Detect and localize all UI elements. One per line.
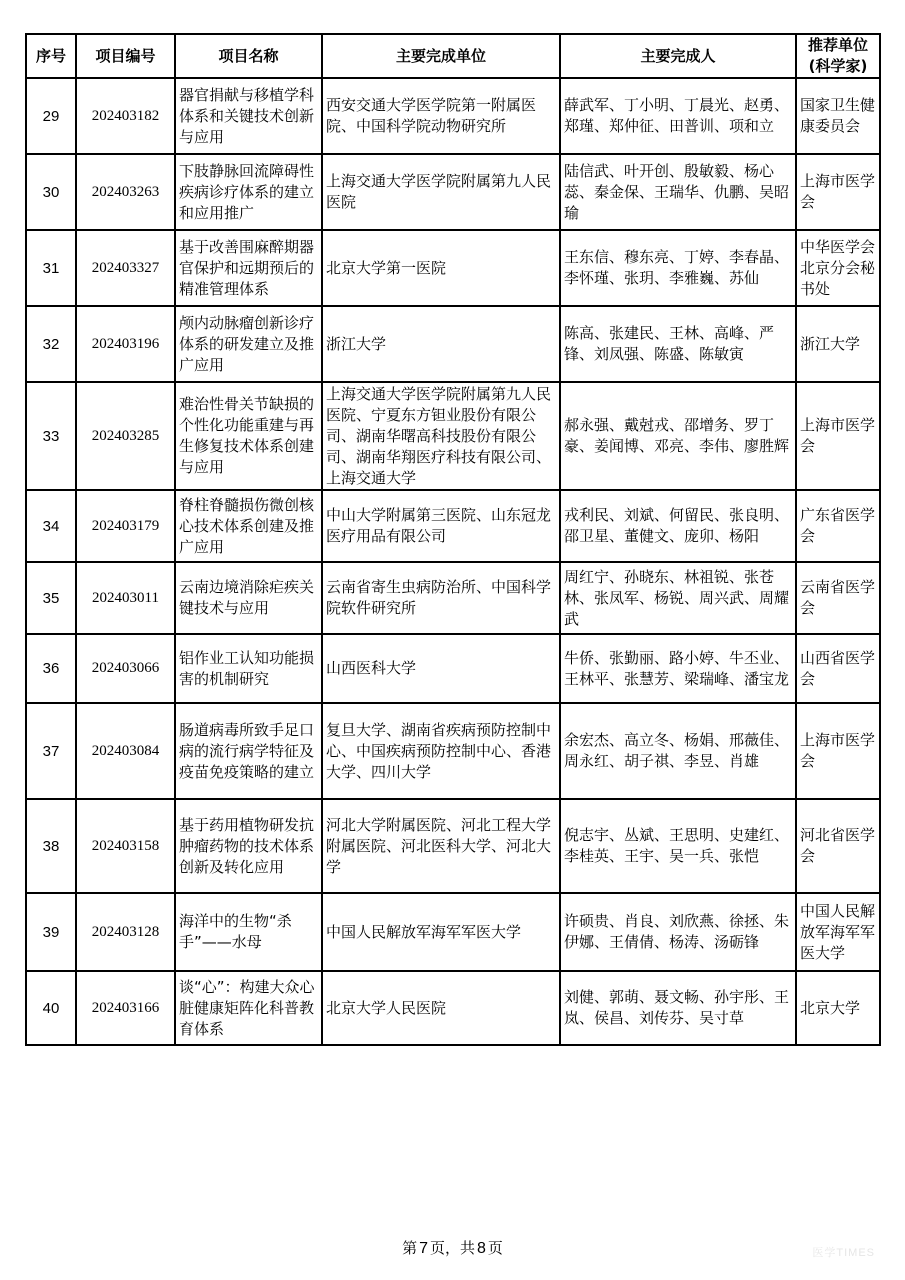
header-no: 序号 [26, 34, 76, 78]
header-recommender [796, 34, 880, 78]
footer-middle: 页，共 [429, 1239, 475, 1257]
completing-people: 周红宁、孙晓东、林祖锐、张苍林、张凤军、杨锐、周兴武、周耀武 [560, 562, 796, 634]
completing-people: 倪志宇、丛斌、王思明、史建红、李桂英、王宇、吴一兵、张恺 [560, 799, 796, 893]
recommending-unit: 中华医学会北京分会秘书处 [796, 230, 880, 306]
completing-unit: 中山大学附属第三医院、山东冠龙医疗用品有限公司 [322, 490, 560, 562]
recommending-unit: 广东省医学会 [796, 490, 880, 562]
project-code: 202403327 [76, 230, 175, 306]
completing-people: 刘健、郭萌、聂文畅、孙宇彤、王岚、侯昌、刘传芬、吴寸草 [560, 971, 796, 1045]
table-row [26, 382, 880, 490]
completing-people: 余宏杰、高立冬、杨娟、邢薇佳、周永红、胡子祺、李昱、肖雄 [560, 703, 796, 799]
project-name: 基于改善围麻醉期器官保护和远期预后的精准管理体系 [175, 230, 322, 306]
project-code: 202403285 [76, 382, 175, 490]
table-row [26, 971, 880, 1045]
recommending-unit: 北京大学 [796, 971, 880, 1045]
project-name: 海洋中的生物“杀手”——水母 [175, 893, 322, 971]
header-name: 项目名称 [175, 34, 322, 78]
project-code: 202403084 [76, 703, 175, 799]
completing-people: 郝永强、戴尅戎、邵增务、罗丁豪、姜闻博、邓亮、李伟、廖胜辉 [560, 382, 796, 490]
project-name: 难治性骨关节缺损的个性化功能重建与再生修复技术体系创建与应用 [175, 382, 322, 490]
row-number: 29 [26, 78, 76, 154]
completing-unit: 北京大学人民医院 [322, 971, 560, 1045]
project-name: 脊柱脊髓损伤微创核心技术体系创建及推广应用 [175, 490, 322, 562]
recommending-unit: 浙江大学 [796, 306, 880, 382]
table-row [26, 306, 880, 382]
recommending-unit: 山西省医学会 [796, 634, 880, 703]
completing-unit: 浙江大学 [322, 306, 560, 382]
completing-unit: 上海交通大学医学院附属第九人民医院 [322, 154, 560, 230]
completing-unit: 山西医科大学 [322, 634, 560, 703]
recommending-unit: 上海市医学会 [796, 703, 880, 799]
project-code: 202403263 [76, 154, 175, 230]
row-number: 33 [26, 382, 76, 490]
project-code: 202403066 [76, 634, 175, 703]
header-recommender-line2: (科学家) [808, 57, 868, 75]
completing-people: 许硕贵、肖良、刘欣燕、徐拯、朱伊娜、王倩倩、杨涛、汤砺锋 [560, 893, 796, 971]
row-number: 36 [26, 634, 76, 703]
total-page-number: 8 [477, 1240, 486, 1257]
completing-unit: 中国人民解放军海军军医大学 [322, 893, 560, 971]
row-number: 38 [26, 799, 76, 893]
recommending-unit: 云南省医学会 [796, 562, 880, 634]
header-people: 主要完成人 [560, 34, 796, 78]
table-row [26, 893, 880, 971]
completing-people: 王东信、穆东亮、丁婷、李春晶、李怀瑾、张玥、李雅巍、苏仙 [560, 230, 796, 306]
row-number: 35 [26, 562, 76, 634]
row-number: 31 [26, 230, 76, 306]
footer-prefix: 第 [402, 1239, 418, 1257]
recommending-unit: 中国人民解放军海军军医大学 [796, 893, 880, 971]
page-footer [0, 1237, 905, 1258]
project-name: 下肢静脉回流障碍性疾病诊疗体系的建立和应用推广 [175, 154, 322, 230]
watermark: 医学TIMES [812, 1247, 875, 1259]
row-number: 37 [26, 703, 76, 799]
completing-unit: 河北大学附属医院、河北工程大学附属医院、河北医科大学、河北大学 [322, 799, 560, 893]
table-row [26, 154, 880, 230]
completing-unit: 北京大学第一医院 [322, 230, 560, 306]
completing-people: 牛侨、张勤丽、路小婷、牛丕业、王林平、张慧芳、梁瑞峰、潘宝龙 [560, 634, 796, 703]
completing-people: 薛武军、丁小明、丁晨光、赵勇、郑瑾、郑仲征、田普训、项和立 [560, 78, 796, 154]
table-row [26, 634, 880, 703]
completing-unit: 复旦大学、湖南省疾病预防控制中心、中国疾病预防控制中心、香港大学、四川大学 [322, 703, 560, 799]
project-name: 谈“心”：构建大众心脏健康矩阵化科普教育体系 [175, 971, 322, 1045]
current-page-number: 7 [419, 1240, 428, 1257]
recommending-unit: 上海市医学会 [796, 382, 880, 490]
recommending-unit: 国家卫生健康委员会 [796, 78, 880, 154]
recommending-unit: 上海市医学会 [796, 154, 880, 230]
header-unit: 主要完成单位 [322, 34, 560, 78]
project-code: 202403128 [76, 893, 175, 971]
row-number: 32 [26, 306, 76, 382]
completing-unit: 上海交通大学医学院附属第九人民医院、宁夏东方钽业股份有限公司、湖南华曙高科技股份有限公司、湖南华翔医疗科技有限公司、上海交通大学 [322, 382, 560, 490]
project-name: 铝作业工认知功能损害的机制研究 [175, 634, 322, 703]
footer-suffix: 页 [487, 1239, 503, 1257]
project-code: 202403179 [76, 490, 175, 562]
table-row [26, 490, 880, 562]
header-recommender-line1: 推荐单位 [807, 36, 868, 54]
project-name: 云南边境消除疟疾关键技术与应用 [175, 562, 322, 634]
row-number: 39 [26, 893, 76, 971]
project-name: 器官捐献与移植学科体系和关键技术创新与应用 [175, 78, 322, 154]
completing-unit: 西安交通大学医学院第一附属医院、中国科学院动物研究所 [322, 78, 560, 154]
project-code: 202403182 [76, 78, 175, 154]
header-row [26, 34, 880, 78]
header-code: 项目编号 [76, 34, 175, 78]
project-name: 基于药用植物研发抗肿瘤药物的技术体系创新及转化应用 [175, 799, 322, 893]
project-name: 颅内动脉瘤创新诊疗体系的研发建立及推广应用 [175, 306, 322, 382]
recommending-unit: 河北省医学会 [796, 799, 880, 893]
completing-people: 戎利民、刘斌、何留民、张良明、邵卫星、董健文、庞卯、杨阳 [560, 490, 796, 562]
project-name: 肠道病毒所致手足口病的流行病学特征及疫苗免疫策略的建立 [175, 703, 322, 799]
completing-people: 陆信武、叶开创、殷敏毅、杨心蕊、秦金保、王瑞华、仇鹏、吴昭瑜 [560, 154, 796, 230]
table-row [26, 230, 880, 306]
row-number: 34 [26, 490, 76, 562]
project-code: 202403166 [76, 971, 175, 1045]
completing-people: 陈高、张建民、王林、高峰、严锋、刘凤强、陈盛、陈敏寅 [560, 306, 796, 382]
table-row [26, 562, 880, 634]
project-code: 202403196 [76, 306, 175, 382]
table-row [26, 703, 880, 799]
row-number: 40 [26, 971, 76, 1045]
completing-unit: 云南省寄生虫病防治所、中国科学院软件研究所 [322, 562, 560, 634]
row-number: 30 [26, 154, 76, 230]
project-code: 202403158 [76, 799, 175, 893]
table-row [26, 799, 880, 893]
project-code: 202403011 [76, 562, 175, 634]
award-table [25, 33, 881, 1046]
table-row [26, 78, 880, 154]
